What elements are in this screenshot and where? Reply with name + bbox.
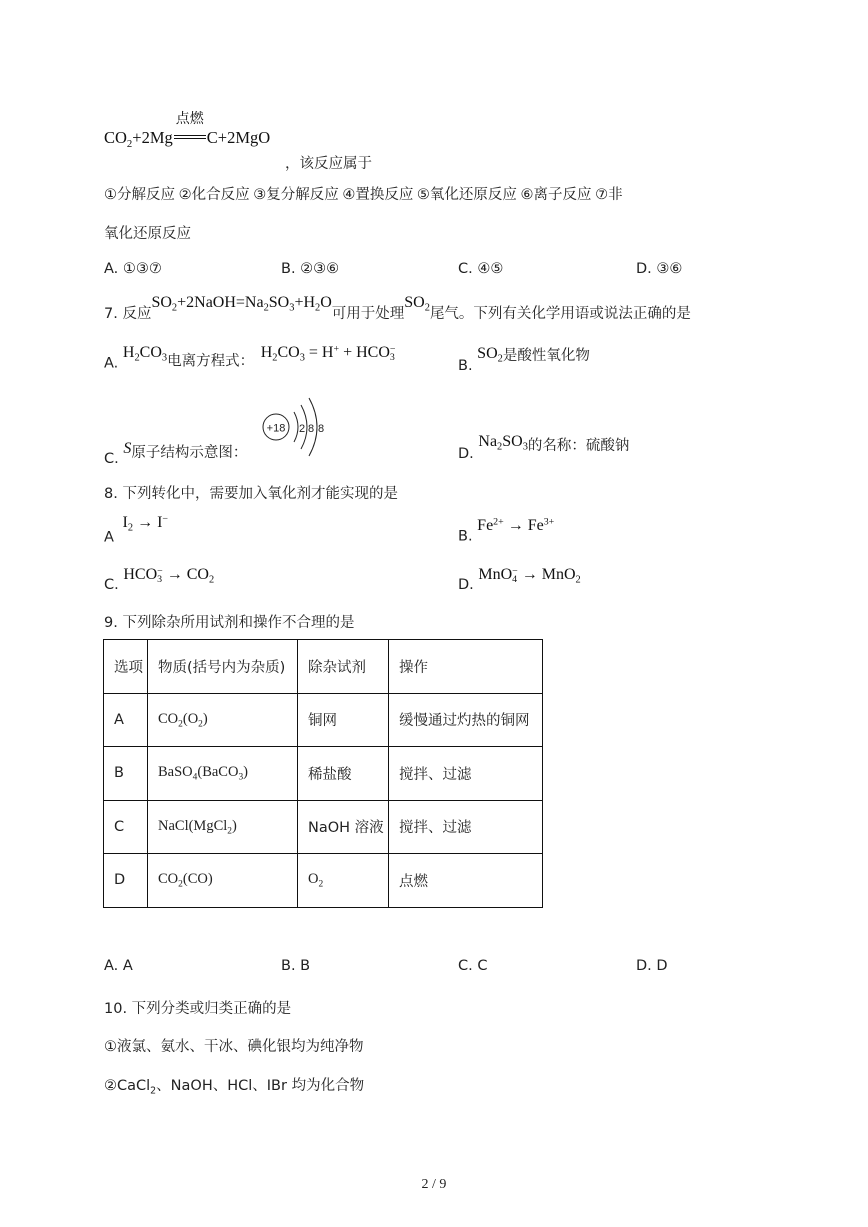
- q9-choice-a[interactable]: A. A: [104, 958, 133, 974]
- table-cell: 缓慢通过灼热的铜网: [389, 693, 543, 747]
- table-header-cell: 物质(括号内为杂质): [148, 640, 298, 694]
- table-header-cell: 操作: [389, 640, 543, 694]
- table-cell: A: [104, 693, 148, 747]
- q7-stem: 7. 反应$SO_2+2NaOH=Na_2SO_3+H_2O$可用于处理$SO_2$尾气。下列有关化学用语或说法正确的是: [104, 294, 691, 322]
- q7-option-c[interactable]: C. S原子结构示意图：: [104, 440, 248, 467]
- q9-table: [103, 639, 543, 908]
- q6-reaction: $CO_2+2Mg$ 点燃 C+2MgO: [104, 128, 270, 150]
- q6-choice-a[interactable]: A. ①③⑦: [104, 261, 162, 277]
- table-header-row: [104, 640, 543, 694]
- table-cell: 搅拌、过滤: [389, 800, 543, 854]
- q10-item-2: ②CaCl$_2$、NaOH、HCl、IBr 均为化合物: [104, 1078, 365, 1097]
- table-row: [104, 747, 543, 801]
- q6-options-line2: 氧化还原反应: [104, 226, 191, 242]
- table-cell: B: [104, 747, 148, 801]
- page-number: 2 / 9: [421, 1177, 447, 1192]
- reaction-condition: 点燃: [175, 112, 204, 128]
- table-row: [104, 854, 543, 908]
- atom-nucleus-charge: +18: [266, 422, 286, 435]
- table-row: [104, 693, 543, 747]
- q9-stem: 9. 下列除杂所用试剂和操作不合理的是: [104, 615, 355, 631]
- q6-choice-c[interactable]: C. ④⑤: [458, 261, 504, 277]
- table-cell: $CO_2(CO)$: [148, 854, 298, 908]
- shell-count-2: 8: [307, 423, 315, 435]
- table-cell: BaSO$_4$(BaCO$_3$): [148, 747, 298, 801]
- q7-option-a[interactable]: A. $H_2CO_3$电离方程式： $H_2CO_3 = H^+$ + HCO − 3: [104, 344, 396, 372]
- table-cell: 稀盐酸: [298, 747, 389, 801]
- q9-choice-b[interactable]: B. B: [281, 958, 311, 974]
- q8-option-d[interactable]: D. MnO − 4 → MnO$_2$: [458, 566, 581, 593]
- q7-equation: $SO_2+2NaOH=Na_2SO_3+H_2O$: [151, 294, 332, 314]
- q8-stem: 8. 下列转化中，需要加入氧化剂才能实现的是: [104, 486, 398, 502]
- q8-option-b[interactable]: B. $Fe^{2+} \to Fe^{3+}$: [458, 517, 555, 545]
- table-cell: 搅拌、过滤: [389, 747, 543, 801]
- shell-count-3: 8: [317, 423, 325, 435]
- table-row: [104, 800, 543, 854]
- q7-ionization-equation: $H_2CO_3 = H^+$ + HCO − 3: [260, 344, 396, 365]
- reaction-arrow: [173, 112, 207, 144]
- q6-choice-d[interactable]: D. ③⑥: [636, 261, 683, 277]
- table-cell: C: [104, 800, 148, 854]
- table-header-cell: 选项: [104, 640, 148, 694]
- q7-option-d[interactable]: D. $Na_2SO_3$的名称：硫酸钠: [458, 433, 630, 462]
- q10-stem: 10. 下列分类或归类正确的是: [104, 1001, 292, 1017]
- electron-shell-1: [294, 412, 298, 442]
- q10-item-1: ①液氯、氨水、干冰、碘化银均为纯净物: [104, 1039, 364, 1055]
- atom-structure-diagram: [258, 392, 338, 462]
- table-cell: D: [104, 854, 148, 908]
- q6-options-line1: ①分解反应 ②化合反应 ③复分解反应 ④置换反应 ⑤氧化还原反应 ⑥离子反应 ⑦非: [104, 187, 623, 203]
- table-header-cell: 除杂试剂: [298, 640, 389, 694]
- q9-choice-d[interactable]: D. D: [636, 958, 668, 974]
- q6-choice-b[interactable]: B. ②③⑥: [281, 261, 340, 277]
- table-cell: 铜网: [298, 693, 389, 747]
- shell-count-1: 2: [298, 423, 306, 435]
- table-cell: $CO_2(O_2)$: [148, 693, 298, 747]
- q6-belongs-text: ，该反应属于: [285, 156, 372, 172]
- table-cell: 点燃: [389, 854, 543, 908]
- q8-option-c[interactable]: C. HCO − 3 → $CO_2$: [104, 566, 215, 593]
- table-cell: NaOH 溶液: [298, 800, 389, 854]
- q8-option-a[interactable]: A $I_2 \to I^-$: [104, 514, 168, 546]
- q7-option-b[interactable]: B. $SO_2$是酸性氧化物: [458, 345, 590, 374]
- table-cell: NaCl(MgCl$_2$): [148, 800, 298, 854]
- table-cell: $O_2$: [298, 854, 389, 908]
- q9-choice-c[interactable]: C. C: [458, 958, 488, 974]
